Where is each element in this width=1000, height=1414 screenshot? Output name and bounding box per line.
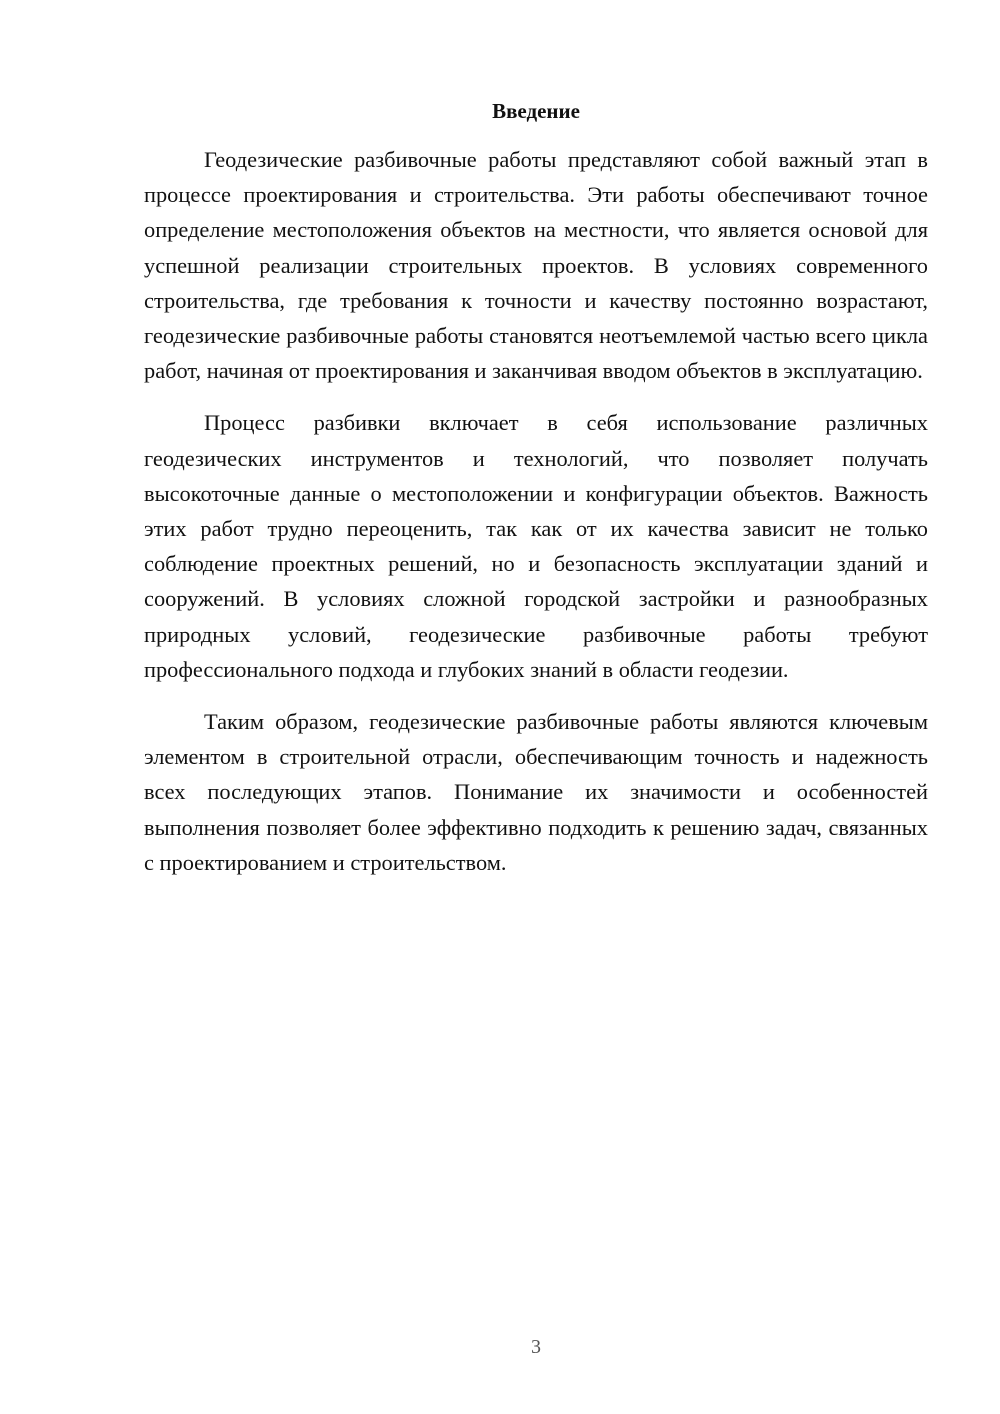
paragraph-3: Таким образом, геодезические разбивочные работы являются ключевым элементом в строительной отрасли, обеспечивающим точность и надежность всех последующих этапов. Понимание их значимости и особенностей выполнения позволяет более эффективно подходить к решению задач, связанных с проектированием и строительством. xyxy=(144,709,928,875)
paragraph-1: Геодезические разбивочные работы представляют собой важный этап в процессе проектирования и строительства. Эти работы обеспечивают точное определение местоположения объектов на местности, что является основой для успешной реализации строительных проектов. В условиях современного строительства, где требования к точности и качеству постоянно возрастают, геодезические разбивочные работы становятся неотъемлемой частью всего цикла работ, начиная от проектирования и заканчивая вводом объектов в эксплуатацию. xyxy=(144,147,928,384)
page-number: 3 xyxy=(531,1336,541,1358)
body-text xyxy=(144,142,928,897)
paragraph-2: Процесс разбивки включает в себя использование различных геодезических инструментов и технологий, что позволяет получать высокоточные данные о местоположении и конфигурации объектов. Важность этих работ трудно переоценить, так как от их качества зависит не только соблюдение проектных решений, но и безопасность эксплуатации зданий и сооружений. В условиях сложной городской застройки и разнообразных природных условий, геодезические разбивочные работы требуют профессионального подхода и глубоких знаний в области геодезии. xyxy=(144,410,928,682)
section-title: Введение xyxy=(492,99,580,123)
